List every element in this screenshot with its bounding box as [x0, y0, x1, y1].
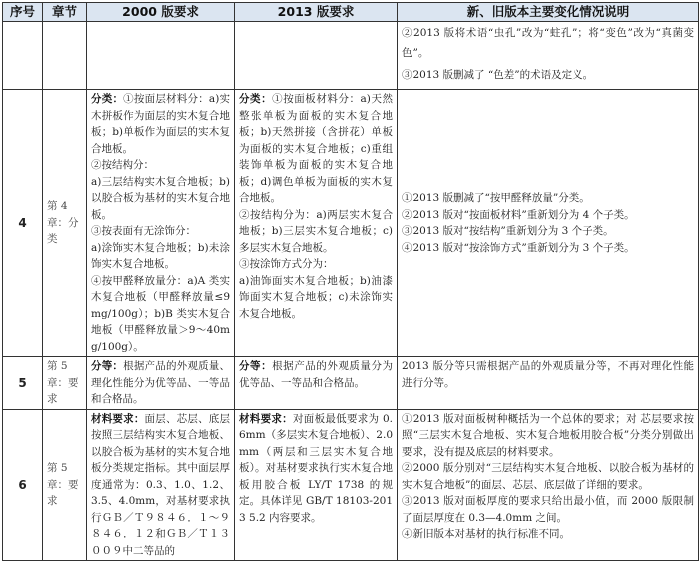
text: ④按甲醛释放量分：a)A 类实木复合地板（甲醛释放量≤9mg/100g）；b)B 类实木复合地板（甲醛释放量＞9～40mg/100g）。: [91, 274, 230, 353]
label-material: 材料要求：: [91, 412, 145, 425]
change-item: ④2013 版对“按涂饰方式”重新划分为 3 个子类。: [402, 241, 635, 254]
label-material: 材料要求：: [239, 412, 293, 425]
chapter-cell: 第 5 章：要求: [43, 409, 87, 561]
v2013-cell: [235, 90, 398, 357]
text: a)三层结构实木复合地板；b)以胶合板为基材的实木复合地板。: [91, 175, 230, 221]
header-2013: 2013 版要求: [235, 3, 398, 22]
change-item: ①2013 版删减了“按甲醛释放量”分类。: [402, 192, 590, 204]
table-row: [3, 22, 699, 90]
label-grading: 分等：: [91, 360, 124, 372]
text: 根据产品的外观质量、理化性能分为优等品、一等品和合格品。: [91, 360, 230, 405]
change-item: ③2013 版对面板厚度的要求只给出最小值，而 2000 版限制了面层厚度在 0.3—4.0mm 之间。: [402, 495, 694, 524]
changes-cell: [398, 357, 699, 410]
chapter-cell: 第 5 章：要求: [43, 357, 87, 410]
header-chapter: 章节: [43, 3, 87, 22]
text: ①按面层材料分：a)实木拼板作为面层的实木复合地板；b)单板作为面层的实木复合地板。: [91, 93, 231, 155]
text: ②按结构分：: [91, 159, 154, 171]
seq-cell: [3, 22, 43, 90]
change-item: ②2013 版对“按面板材料”重新划分为 4 个子类。: [402, 208, 635, 221]
change-item: ②2013 版将术语“虫孔”改为“蛀孔”；将“变色”改为“真菌变色”。: [402, 27, 694, 59]
header-seq: 序号: [3, 3, 43, 22]
changes-cell: [398, 409, 699, 561]
v2000-cell: [87, 90, 235, 357]
table-row: [3, 90, 699, 357]
v2000-cell: [87, 22, 235, 90]
standard-comparison-table: [2, 2, 699, 561]
table-row: [3, 409, 699, 561]
v2013-cell: [235, 409, 398, 561]
changes-cell: [398, 90, 699, 357]
table-row: [3, 357, 699, 410]
text: ②按结构分为：a)两层实木复合地板；b)三层实木复合地板；c)多层实木复合地板。: [239, 208, 393, 254]
text: ①按面板材料分：a)天然整张单板为面板的实木复合地板；b)天然拼接（含拼花）单板为面板的实木复合地板；c)重组装饰单板为面板的实木复合地板；d)调色单板为面板的实木复合地板。: [239, 93, 394, 204]
change-item: ②2000 版分别对“三层结构实木复合地板、以胶合板为基材的实木复合地板”的面层、芯层、底层做了详细的要求。: [402, 462, 694, 491]
v2000-cell: [87, 409, 235, 561]
text: 对面板最低要求为 0.6mm（多层实木复合地板）、2.0mm（两层和三层实木复合地板）。对基材要求执行实木复合地板用胶合板 LY/T 1738 的规定。具体详见 GB/T 18103-2013 5.2 内容要求。: [239, 412, 394, 524]
table-header-row: [3, 3, 699, 22]
v2013-cell: [235, 22, 398, 90]
label-grading: 分等：: [239, 360, 273, 372]
change-item: ③2013 版对“按结构”重新划分为 3 个子类。: [402, 225, 614, 237]
header-changes: 新、旧版本主要变化情况说明: [398, 3, 699, 22]
seq-cell: 4: [3, 90, 43, 357]
change-item: ④新旧版本对基材的执行标准不同。: [402, 528, 570, 540]
label-classification: 分类：: [91, 93, 124, 105]
changes-cell: [398, 22, 699, 90]
change-item: 2013 版分等只需根据产品的外观质量分等，不再对理化性能进行分等。: [402, 360, 694, 389]
text: 面层、芯层、底层按照三层结构实木复合地板、以胶合板为基材的实木复合地板分类规定指标。其中面层厚度通常为：0.3、1.0、1.2、3.5、4.0mm，对基材要求执行ＧＢ／Ｔ９８４６．１～９８４６．１２和ＧＢ／Ｔ１３００９中二等品的: [91, 412, 231, 557]
change-item: ①2013 版对面板树种概括为一个总体的要求；对 芯层要求按照“三层实木复合地板、实木复合地板用胶合板”分类分别做出要求，没有提及底层的材料要求。: [402, 412, 694, 458]
text: a)油饰面实木复合地板；b)油漆饰面实木复合地板；c)未涂饰实木复合地板。: [239, 274, 393, 320]
v2013-cell: [235, 357, 398, 410]
text: 根据产品的外观质量分为优等品、一等品和合格品。: [239, 360, 394, 389]
change-item: ③2013 版删减了 “色差”的术语及定义。: [402, 69, 594, 81]
seq-cell: 6: [3, 409, 43, 561]
header-2000: 2000 版要求: [87, 3, 235, 22]
text: a)涂饰实木复合地板；b)未涂饰实木复合地板。: [91, 241, 230, 270]
seq-cell: 5: [3, 357, 43, 410]
chapter-cell: 第 4 章：分类: [43, 90, 87, 357]
v2000-cell: [87, 357, 235, 410]
chapter-cell: [43, 22, 87, 90]
label-classification: 分类：: [239, 93, 273, 105]
text: ③按表面有无涂饰分：: [91, 225, 196, 237]
text: ③按涂饰方式分为：: [239, 258, 334, 270]
